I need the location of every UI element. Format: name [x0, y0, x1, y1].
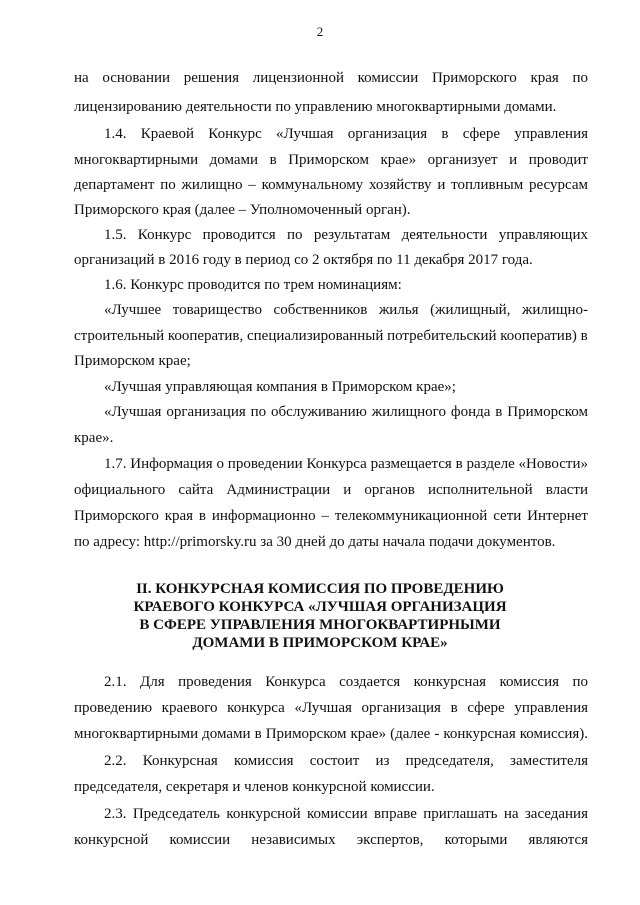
- text-line: лицензированию деятельности по управлению многоквартирными домами.: [74, 99, 557, 115]
- text-line: проведению краевого конкурса «Лучшая организация в сфере управления: [74, 700, 588, 716]
- text-line: по адресу: http://primorsky.ru за 30 дней до даты начала подачи документов.: [74, 534, 556, 550]
- section-heading-line: ДОМАМИ В ПРИМОРСКОМ КРАЕ»: [192, 635, 448, 651]
- text-line: многоквартирными домами в Приморском крае» организует и проводит: [74, 152, 588, 168]
- text-line: конкурсной комиссии независимых экспертов, которыми являются: [74, 832, 588, 848]
- section-heading-line: II. КОНКУРСНАЯ КОМИССИЯ ПО ПРОВЕДЕНИЮ: [136, 581, 504, 597]
- text-line: «Лучшее товарищество собственников жилья (жилищный, жилищно-: [104, 302, 588, 318]
- text-line: строительный кооператив, специализированный потребительский кооператив) в: [74, 328, 588, 344]
- page-number: 2: [316, 24, 324, 39]
- text-line: на основании решения лицензионной комиссии Приморского края по: [74, 70, 588, 86]
- text-line: департамент по жилищно – коммунальному хозяйству и топливным ресурсам: [74, 177, 588, 193]
- text-line: крае».: [74, 430, 114, 446]
- text-line: 1.6. Конкурс проводится по трем номинациям:: [104, 277, 402, 293]
- text-line: 1.5. Конкурс проводится по результатам деятельности управляющих: [104, 227, 588, 243]
- text-line: 2.1. Для проведения Конкурса создается конкурсная комиссия по: [104, 674, 588, 690]
- section-heading-line: КРАЕВОГО КОНКУРСА «ЛУЧШАЯ ОРГАНИЗАЦИЯ: [133, 599, 507, 615]
- text-line: Приморском крае;: [74, 353, 191, 369]
- text-line: «Лучшая управляющая компания в Приморском крае»;: [104, 379, 456, 395]
- text-line: официального сайта Администрации и органов исполнительной власти: [74, 482, 588, 498]
- text-line: Приморского края в информационно – телекоммуникационной сети Интернет: [74, 508, 588, 524]
- text-line: 2.2. Конкурсная комиссия состоит из председателя, заместителя: [104, 753, 588, 769]
- text-line: организаций в 2016 году в период со 2 октября по 11 декабря 2017 года.: [74, 252, 533, 268]
- text-line: 2.3. Председатель конкурсной комиссии вправе приглашать на заседания: [104, 806, 588, 822]
- text-line: «Лучшая организация по обслуживанию жилищного фонда в Приморском: [104, 404, 588, 420]
- section-heading-line: В СФЕРЕ УПРАВЛЕНИЯ МНОГОКВАРТИРНЫМИ: [139, 617, 501, 633]
- text-line: 1.7. Информация о проведении Конкурса размещается в разделе «Новости»: [104, 456, 588, 472]
- text-line: председателя, секретаря и членов конкурсной комиссии.: [74, 779, 435, 795]
- text-line: многоквартирными домами в Приморском крае» (далее - конкурсная комиссия).: [74, 726, 588, 742]
- text-line: Приморского края (далее – Уполномоченный орган).: [74, 202, 411, 218]
- text-line: 1.4. Краевой Конкурс «Лучшая организация в сфере управления: [104, 126, 588, 142]
